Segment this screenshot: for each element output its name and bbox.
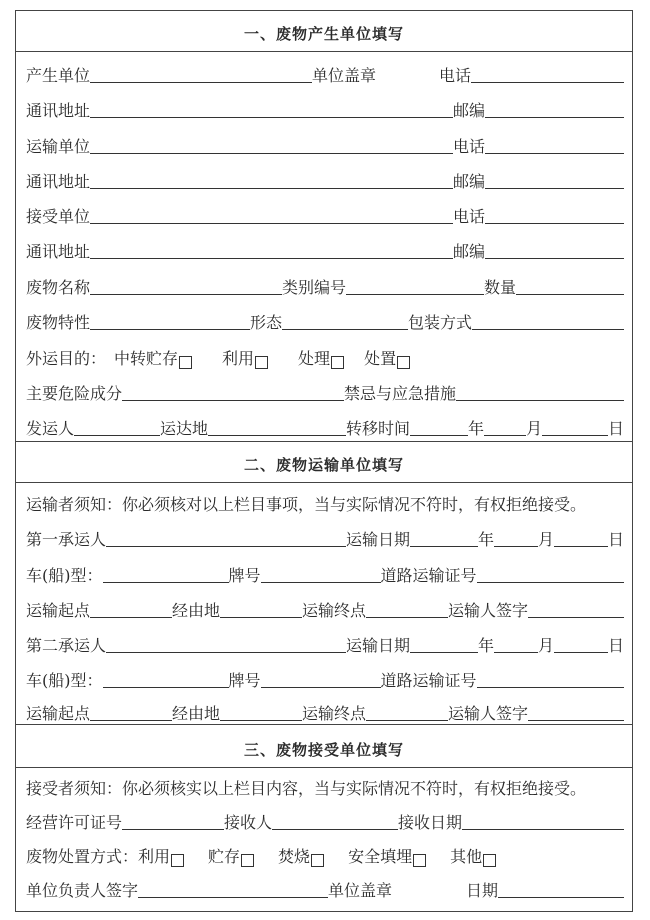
label-phone: 电话 [453,137,486,156]
field-second-signature[interactable] [528,702,624,721]
row-first-carrier [26,524,624,550]
row-transport-address [26,166,624,192]
label-phone: 电话 [453,207,486,226]
option-transfer-storage-label: 中转贮存 [114,349,179,368]
row-receiver-notice [26,773,624,799]
field-producer-postcode[interactable] [485,99,624,118]
field-quantity[interactable] [516,276,624,295]
section-receiver-title: 三、废物接受单位填写 [243,741,404,759]
label-producer-unit: 产生单位 [26,66,91,85]
label-day: 日 [607,419,624,438]
option-treat-label: 处理 [298,349,331,368]
label-via: 经由地 [172,704,221,723]
row-first-vehicle [26,560,624,586]
field-shipper[interactable] [74,417,160,436]
label-year: 年 [478,530,495,549]
field-second-plate[interactable] [261,669,381,688]
field-taboo[interactable] [456,382,624,401]
checkbox-burn[interactable] [311,854,324,867]
option-store-label: 贮存 [208,847,241,866]
section-transport-title: 二、废物运输单位填写 [243,456,404,474]
label-unit-seal: 单位盖章 [312,66,377,85]
label-signature: 运输人签字 [448,601,529,620]
option-burn-label: 焚烧 [278,847,311,866]
field-waste-property[interactable] [90,311,250,330]
field-producer-address[interactable] [90,99,453,118]
field-date[interactable] [498,879,624,898]
label-address: 通讯地址 [26,101,91,120]
checkbox-transfer-storage[interactable] [179,356,192,369]
checkbox-use[interactable] [255,356,268,369]
label-postcode: 邮编 [453,172,486,191]
field-receiver-phone[interactable] [485,205,624,224]
receiver-notice: 接受者须知：你必须核实以上栏目内容，当与实际情况不符时，有权拒绝接受。 [26,779,587,798]
divider [16,51,632,52]
row-first-route [26,595,624,621]
waste-transfer-form [15,10,633,912]
field-transport-address[interactable] [90,170,453,189]
field-second-vehicle[interactable] [103,669,229,688]
label-second-carrier: 第二承运人 [26,636,107,655]
section-transport [16,441,632,725]
label-transfer-time: 转移时间 [346,419,411,438]
field-first-vehicle[interactable] [103,564,229,583]
field-main-danger[interactable] [122,382,344,401]
label-postcode: 邮编 [453,242,486,261]
row-receiver-address [26,236,624,262]
label-start: 运输起点 [26,601,91,620]
label-signature: 运输人签字 [448,704,529,723]
label-year: 年 [478,636,495,655]
option-dispose-label: 处置 [364,349,397,368]
row-transport-notice [26,489,624,515]
label-disposal: 废物处置方式： [26,847,139,866]
checkbox-use[interactable] [171,854,184,867]
field-head-sign[interactable] [138,879,328,898]
field-transport-postcode[interactable] [485,170,624,189]
label-road-license: 道路运输证号 [380,566,477,585]
section-receiver [16,724,632,912]
label-road-license: 道路运输证号 [380,671,477,690]
field-second-year[interactable] [410,634,478,653]
field-transfer-month[interactable] [484,417,526,436]
field-first-via[interactable] [220,599,302,618]
field-receiver[interactable] [272,811,398,830]
field-first-start[interactable] [90,599,172,618]
divider [16,767,632,768]
field-destination[interactable] [208,417,346,436]
label-month: 月 [538,636,555,655]
checkbox-store[interactable] [241,854,254,867]
label-date: 日期 [466,881,499,900]
field-first-year[interactable] [410,528,478,547]
label-via: 经由地 [172,601,221,620]
field-second-end[interactable] [366,702,448,721]
label-main-danger: 主要危险成分 [26,384,123,403]
label-month: 月 [526,419,543,438]
field-second-road-license[interactable] [477,669,624,688]
label-day: 日 [607,636,624,655]
field-second-start[interactable] [90,702,172,721]
label-receiver-unit: 接受单位 [26,207,91,226]
field-second-day[interactable] [554,634,608,653]
field-producer-phone[interactable] [471,64,624,83]
option-use-label: 利用 [138,847,171,866]
label-category-code: 类别编号 [282,278,347,297]
field-transfer-year[interactable] [410,417,468,436]
row-purpose [26,343,624,369]
row-second-vehicle [26,665,624,691]
label-phone: 电话 [439,66,472,85]
label-purpose: 外运目的： [26,349,107,368]
label-transport-unit: 运输单位 [26,137,91,156]
field-receiver-postcode[interactable] [485,240,624,259]
field-waste-name[interactable] [90,276,282,295]
label-address: 通讯地址 [26,172,91,191]
row-shipper [26,413,624,439]
label-form: 形态 [250,313,283,332]
row-producer-address [26,95,624,121]
label-first-carrier: 第一承运人 [26,530,107,549]
option-landfill-label: 安全填埋 [348,847,413,866]
field-transport-phone[interactable] [485,135,624,154]
field-form[interactable] [282,311,408,330]
checkbox-other[interactable] [483,854,496,867]
row-head-sign [26,875,624,901]
checkbox-dispose[interactable] [397,356,410,369]
field-packaging[interactable] [472,311,624,330]
label-address: 通讯地址 [26,242,91,261]
checkbox-landfill[interactable] [413,854,426,867]
row-second-route [26,698,624,724]
field-first-carrier[interactable] [106,528,346,547]
transport-notice: 运输者须知：你必须核对以上栏目事项，当与实际情况不符时，有权拒绝接受。 [26,495,587,514]
label-day: 日 [607,530,624,549]
label-transport-date: 运输日期 [346,636,411,655]
divider [16,482,632,483]
section-producer-title: 一、废物产生单位填写 [243,25,404,43]
row-second-carrier [26,630,624,656]
row-receiver-unit [26,201,624,227]
field-license[interactable] [122,811,224,830]
row-main-danger [26,378,624,404]
label-waste-property: 废物特性 [26,313,91,332]
field-first-plate[interactable] [261,564,381,583]
field-first-month[interactable] [494,528,538,547]
label-start: 运输起点 [26,704,91,723]
label-vehicle: 车(船)型： [26,566,103,585]
field-second-carrier[interactable] [106,634,346,653]
field-receive-date[interactable] [462,811,624,830]
option-other-label: 其他 [450,847,483,866]
label-unit-seal: 单位盖章 [328,881,393,900]
label-quantity: 数量 [484,278,517,297]
label-license: 经营许可证号 [26,813,123,832]
field-receiver-address[interactable] [90,240,453,259]
field-category-code[interactable] [346,276,484,295]
label-receiver: 接收人 [224,813,273,832]
field-receiver-unit[interactable] [90,205,453,224]
label-head-sign: 单位负责人签字 [26,881,139,900]
label-month: 月 [538,530,555,549]
label-plate: 牌号 [228,566,261,585]
label-packaging: 包装方式 [408,313,473,332]
label-end: 运输终点 [302,704,367,723]
label-postcode: 邮编 [453,101,486,120]
label-transport-date: 运输日期 [346,530,411,549]
row-disposal [26,841,624,867]
row-waste-name [26,272,624,298]
field-producer-unit[interactable] [90,64,312,83]
field-transfer-day[interactable] [542,417,608,436]
row-producer [26,60,624,86]
section-producer [16,11,632,441]
label-taboo: 禁忌与应急措施 [344,384,457,403]
label-waste-name: 废物名称 [26,278,91,297]
field-second-via[interactable] [220,702,302,721]
label-plate: 牌号 [228,671,261,690]
label-vehicle: 车(船)型： [26,671,103,690]
checkbox-treat[interactable] [331,356,344,369]
field-transport-unit[interactable] [90,135,453,154]
label-shipper: 发运人 [26,419,75,438]
field-first-signature[interactable] [528,599,624,618]
field-second-month[interactable] [494,634,538,653]
row-license [26,807,624,833]
option-use-label: 利用 [222,349,255,368]
field-first-road-license[interactable] [477,564,624,583]
label-year: 年 [468,419,485,438]
label-receive-date: 接收日期 [398,813,463,832]
row-transport-unit [26,131,624,157]
label-end: 运输终点 [302,601,367,620]
field-first-end[interactable] [366,599,448,618]
field-first-day[interactable] [554,528,608,547]
row-waste-property [26,307,624,333]
label-destination: 运达地 [160,419,209,438]
